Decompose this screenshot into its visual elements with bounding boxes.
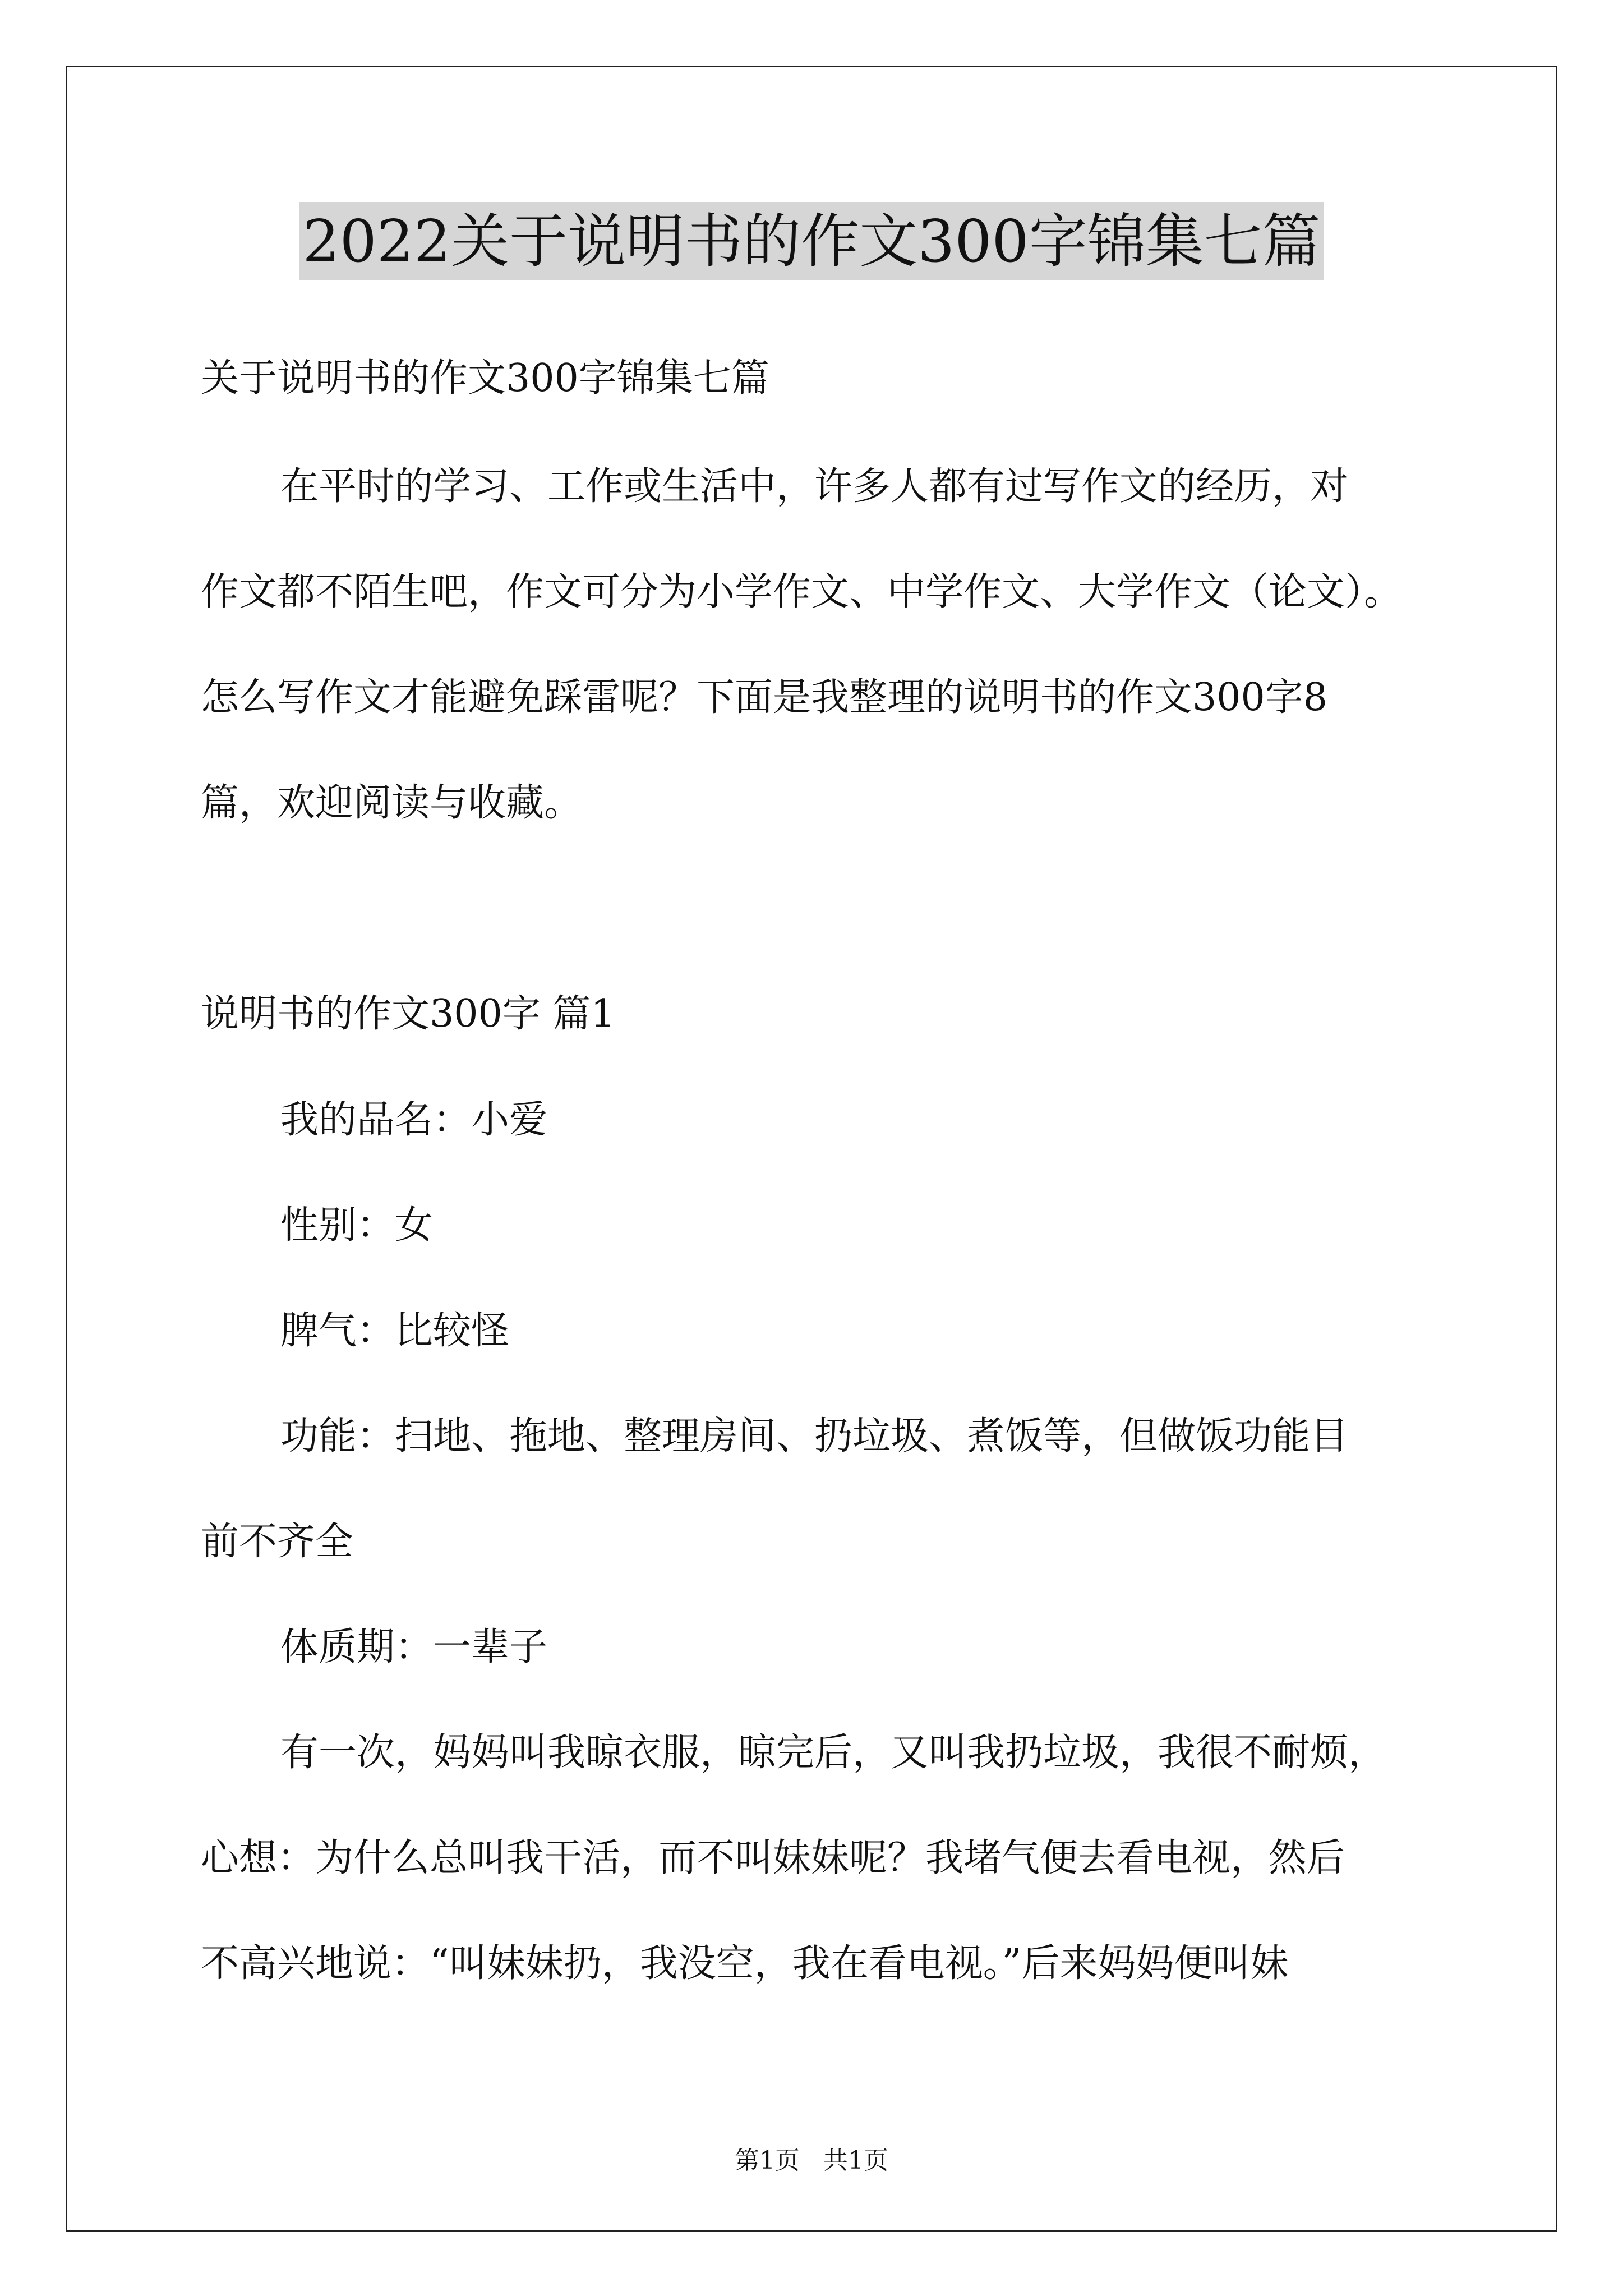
section-line-9: 不高兴地说：“叫妹妹扔，我没空，我在看电视。”后来妈妈便叫妹 — [201, 1941, 1289, 1986]
intro-line-3: 怎么写作文才能避免踩雷呢？下面是我整理的说明书的作文300字8 — [201, 675, 1328, 720]
title-container — [0, 202, 1623, 280]
intro-line-4: 篇，欢迎阅读与收藏。 — [201, 781, 583, 825]
section-line-5: 前不齐全 — [201, 1520, 354, 1564]
section-line-2: 性别：女 — [280, 1203, 434, 1248]
section-line-1: 我的品名：小爱 — [280, 1098, 548, 1142]
page-footer: 第1页 共1页 — [735, 2146, 888, 2175]
intro-line-2: 作文都不陌生吧，作文可分为小学作文、中学作文、大学作文（论文）。 — [201, 570, 1403, 614]
subtitle: 关于说明书的作文300字锦集七篇 — [201, 356, 769, 401]
section-line-8: 心想：为什么总叫我干活，而不叫妹妹呢？我堵气便去看电视，然后 — [201, 1836, 1345, 1880]
section-line-6: 体质期：一辈子 — [280, 1625, 548, 1669]
section-line-3: 脾气：比较怪 — [280, 1309, 510, 1353]
section-line-4: 功能：扫地、拖地、整理房间、扔垃圾、煮饭等，但做饭功能目 — [280, 1414, 1349, 1458]
section-line-7: 有一次，妈妈叫我晾衣服，晾完后，又叫我扔垃圾，我很不耐烦， — [280, 1731, 1387, 1775]
document-title: 2022关于说明书的作文300字锦集七篇 — [299, 202, 1324, 280]
intro-line-1: 在平时的学习、工作或生活中，许多人都有过写作文的经历，对 — [280, 464, 1349, 509]
section-heading: 说明书的作文300字 篇1 — [201, 992, 615, 1036]
